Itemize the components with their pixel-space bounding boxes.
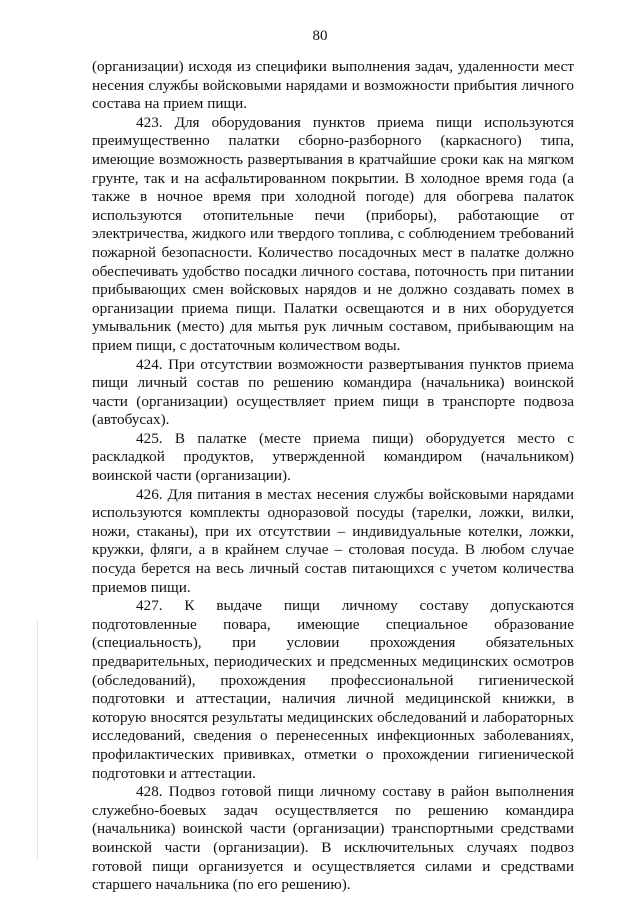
scan-margin-line [37,620,38,860]
paragraph-426: 426. Для питания в местах несения службы войсковыми нарядами используются комплекты одноразовой посуды (тарелки, ложки, вилки, ножи, стаканы), при их отсутствии – индивидуальные котелки, ложки, кружки, фляги, а в крайнем случае – столовая посуда. В любом случае посуда берется на весь личный состав питающихся с учетом количества приемов пищи. [92,485,574,596]
paragraph-427: 427. К выдаче пищи личному составу допускаются подготовленные повара, имеющие специальное образование (специальность), при условии прохождения обязательных предварительных, периодических и предсменных медицинских осмотров (обследований), прохождения профессиональной гигиенической подготовки и аттестации, наличия личной медицинской книжки, в которую вносятся результаты медицинских обследований и лабораторных исследований, сведения о перенесенных инфекционных заболеваниях, профилактических прививках, отметки о прохождении гигиенической подготовки и аттестации. [92,597,574,782]
paragraph-424: 424. При отсутствии возможности развертывания пунктов приема пищи личный состав по решению командира (начальника) воинской части (организации) осуществляет прием пищи в транспорте подвоза (автобусах). [92,355,574,429]
paragraph-428: 428. Подвоз готовой пищи личному составу в район выполнения служебно-боевых задач осуществляется по решению командира (начальника) воинской части (организации) транспортными средствами воинской части (организации). В исключительных случаях подвоз готовой пищи организуется и осуществляется силами и средствами старшего начальника (по его решению). [92,783,574,894]
paragraph-423: 423. Для оборудования пунктов приема пищи используются преимущественно палатки сборно-разборного (каркасного) типа, имеющие возможность развертывания в кратчайшие сроки как на мягком грунте, так и на асфальтированном покрытии. В холодное время года (а также в ночное время при холодной погоде) для обогрева палаток используются отопительные печи (приборы), работающие от электричества, жидкого или твердого топлива, с соблюдением требований пожарной безопасности. Количество посадочных мест в палатке должно обеспечивать удобство посадки личного состава, поточность при питании прибывающих смен войсковых нарядов и не должно создавать помех в организации приема пищи. Палатки освещаются и в них оборудуется умывальник (место) для мытья рук личным составом, прибывающим на прием пищи, с достаточным количеством воды. [92,113,574,354]
page-number: 80 [312,28,328,44]
document-body [92,58,574,895]
paragraph-continuation: (организации) исходя из специфики выполнения задач, удаленности мест несения службы войсковыми нарядами и возможности прибытия личного состава на прием пищи. [92,58,574,113]
paragraph-425: 425. В палатке (месте приема пищи) оборудуется место с раскладкой продуктов, утвержденной командиром (начальником) воинской части (организации). [92,429,574,485]
